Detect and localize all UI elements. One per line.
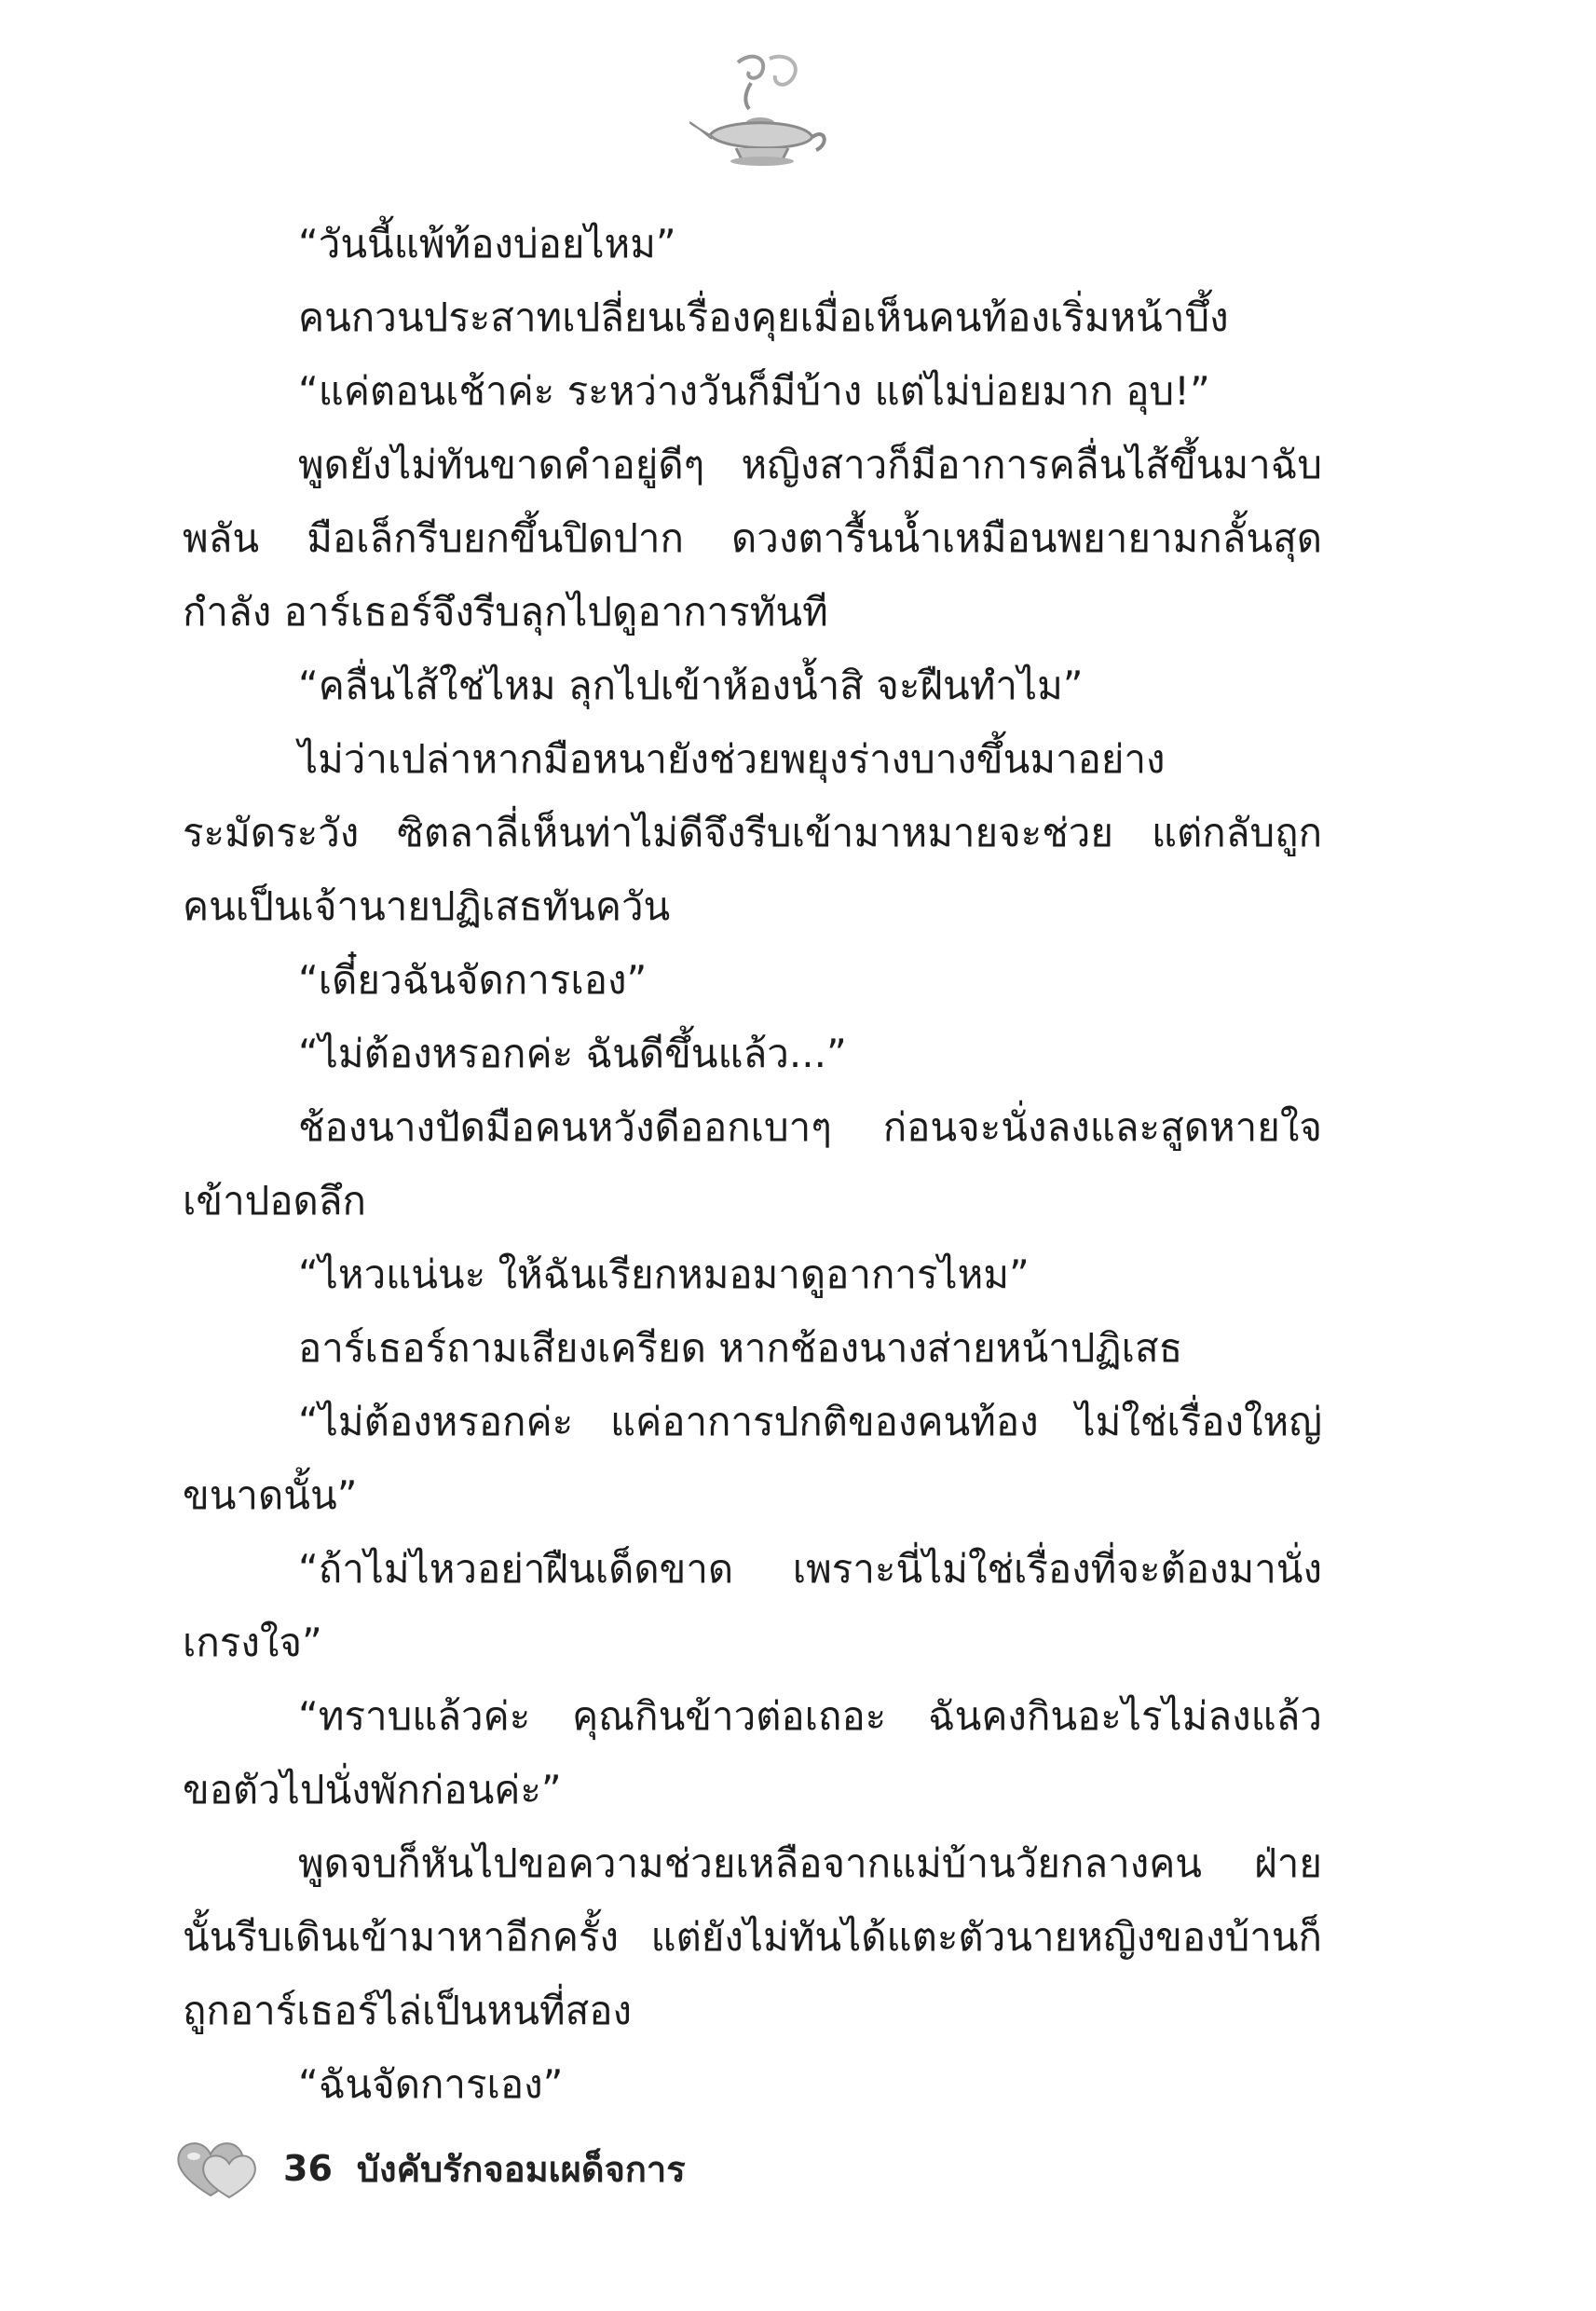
page-number: 36 <box>283 2148 333 2189</box>
hearts-icon <box>173 2136 263 2201</box>
book-title: บังคับรักจอมเผด็จการ <box>356 2148 686 2190</box>
paragraph: พูดจบก็หันไปขอความช่วยเหลือจากแม่บ้านวัยกลางคน ฝ่ายนั้นรีบเดินเข้ามาหาอีกครั้ง แต่ยังไม่ทันได้แตะตัวนายหญิงของบ้านก็ถูกอาร์เธอร์ไล่เป็นหนที่สอง <box>183 1840 1322 2033</box>
page-footer <box>173 2136 686 2201</box>
paragraph: อาร์เธอร์ถามเสียงเครียด หากช้องนางส่ายหน้าปฏิเสธ <box>298 1325 1183 1371</box>
body-text <box>183 207 1322 2121</box>
paragraph: ไม่ว่าเปล่าหากมือหนายังช่วยพยุงร่างบางขึ้นมาอย่างระมัดระวัง ซิตลาลี่เห็นท่าไม่ดีจึงรีบเข้ามาหมายจะช่วย แต่กลับถูกคนเป็นเจ้านายปฏิเสธทันควัน <box>183 736 1322 929</box>
genie-lamp-icon <box>689 51 829 172</box>
paragraph: “เดี๋ยวฉันจัดการเอง” <box>298 957 648 1003</box>
paragraph: “ไม่ต้องหรอกค่ะ แค่อาการปกติของคนท้อง ไม่ใช่เรื่องใหญ่ขนาดนั้น” <box>183 1399 1322 1518</box>
paragraph: พูดยังไม่ทันขาดคำอยู่ดีๆ หญิงสาวก็มีอาการคลื่นไส้ขึ้นมาฉับพลัน มือเล็กรีบยกขึ้นปิดปาก ดวงตารื้นน้ำเหมือนพยายามกลั้นสุดกำลัง อาร์เธอร์จึงรีบลุกไปดูอาการทันที <box>183 442 1322 635</box>
paragraph: “วันนี้แพ้ท้องบ่อยไหม” <box>298 221 676 267</box>
paragraph: “ทราบแล้วค่ะ คุณกินข้าวต่อเถอะ ฉันคงกินอะไรไม่ลงแล้ว ขอตัวไปนั่งพักก่อนค่ะ” <box>183 1693 1322 1812</box>
paragraph: คนกวนประสาทเปลี่ยนเรื่องคุยเมื่อเห็นคนท้องเริ่มหน้าบึ้ง <box>298 294 1229 340</box>
paragraph: “ฉันจัดการเอง” <box>298 2061 564 2107</box>
paragraph: “ไม่ต้องหรอกค่ะ ฉันดีขึ้นแล้ว...” <box>298 1031 847 1076</box>
paragraph: “คลื่นไส้ใช่ไหม ลุกไปเข้าห้องน้ำสิ จะฝืนทำไม” <box>298 663 1084 708</box>
paragraph: “ไหวแน่นะ ให้ฉันเรียกหมอมาดูอาการไหม” <box>298 1251 1030 1297</box>
paragraph: “แค่ตอนเช้าค่ะ ระหว่างวันก็มีบ้าง แต่ไม่บ่อยมาก อุบ!” <box>298 368 1210 414</box>
paragraph: ช้องนางปัดมือคนหวังดีออกเบาๆ ก่อนจะนั่งลงและสูดหายใจเข้าปอดลึก <box>183 1104 1322 1224</box>
paragraph: “ถ้าไม่ไหวอย่าฝืนเด็ดขาด เพราะนี่ไม่ใช่เรื่องที่จะต้องมานั่งเกรงใจ” <box>183 1546 1322 1665</box>
